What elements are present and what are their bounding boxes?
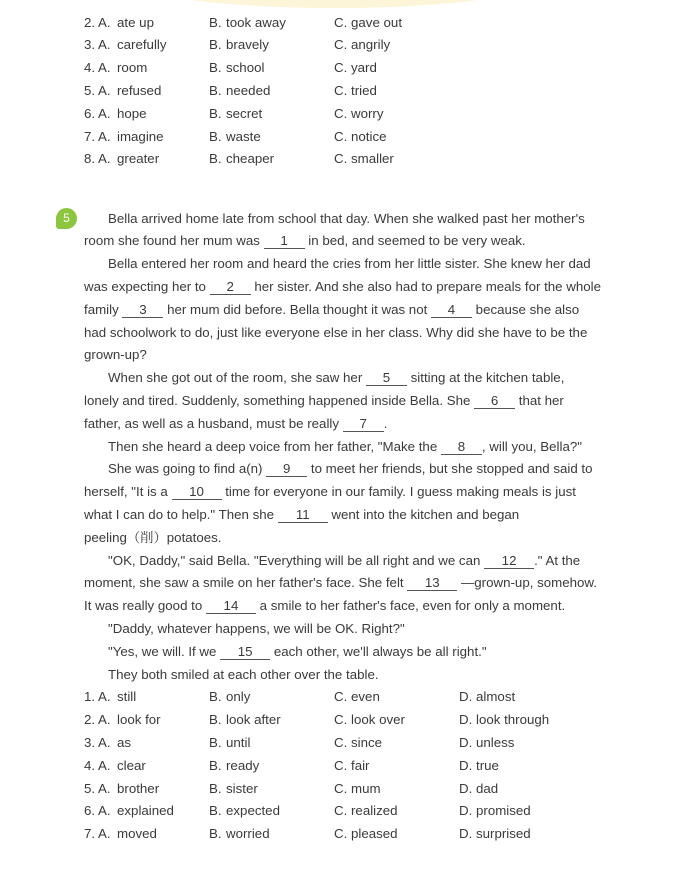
option-text: almost <box>476 689 516 705</box>
passage-line <box>84 550 601 573</box>
option-text: pleased <box>351 826 398 842</box>
passage-line <box>84 230 601 253</box>
passage-line <box>84 595 601 618</box>
option-letter: A. <box>98 757 111 773</box>
option-letter: B. <box>209 14 222 30</box>
passage-text: peeling（削）potatoes. <box>84 529 222 545</box>
option-row <box>84 80 459 103</box>
option-letter: D. <box>459 734 473 750</box>
option-text: mum <box>351 780 381 796</box>
option-choice <box>209 12 334 35</box>
option-text: carefully <box>117 37 167 53</box>
option-letter: C. <box>334 780 348 796</box>
option-choice <box>459 800 531 823</box>
option-letter: B. <box>209 826 222 842</box>
option-letter: C. <box>334 37 348 53</box>
passage-paragraph <box>84 664 601 687</box>
passage-line <box>84 618 601 641</box>
question-number: 4. <box>84 757 96 773</box>
answer-blank: 5 <box>366 370 407 386</box>
option-letter: B. <box>209 82 222 98</box>
option-choice <box>209 80 334 103</box>
option-text: refused <box>117 82 162 98</box>
option-choice <box>334 103 459 126</box>
option-letter: B. <box>209 780 222 796</box>
option-choice <box>334 732 459 755</box>
answer-blank: 12 <box>484 553 534 569</box>
option-choice <box>334 686 459 709</box>
option-choice <box>334 57 459 80</box>
passage-text: had schoolwork to do, just like everyone else in her class. Why did she have to be the <box>84 324 588 340</box>
passage-text: They both smiled at each other over the table. <box>108 666 379 682</box>
passage-paragraph <box>84 618 601 641</box>
option-letter: C. <box>334 128 348 144</box>
passage-text: her sister. And she also had to prepare meals for the whole <box>250 278 602 294</box>
option-text: tried <box>351 82 377 98</box>
option-row <box>84 34 459 57</box>
passage-line <box>84 390 601 413</box>
passage-line <box>84 436 601 459</box>
passage-text: sitting at the kitchen table, <box>406 370 565 386</box>
option-letter: B. <box>209 689 222 705</box>
option-text: surprised <box>476 826 531 842</box>
option-text: angrily <box>351 37 391 53</box>
passage-text: in bed, and seemed to be very weak. <box>304 233 526 249</box>
option-choice <box>209 686 334 709</box>
option-letter: C. <box>334 105 348 121</box>
option-letter: D. <box>459 712 473 728</box>
option-choice <box>334 12 459 35</box>
option-letter: C. <box>334 803 348 819</box>
passage-text: a smile to her father's face, even for only a moment. <box>255 598 566 614</box>
option-text: took away <box>226 14 286 30</box>
option-choice <box>98 686 209 709</box>
option-choice <box>209 778 334 801</box>
exercise-number-badge <box>56 208 77 229</box>
passage-line <box>84 481 601 504</box>
option-text: moved <box>117 826 157 842</box>
passage-paragraph <box>84 367 601 435</box>
passage-line <box>84 253 601 276</box>
option-choice <box>98 34 209 57</box>
answer-blank: 8 <box>441 439 482 455</box>
option-letter: B. <box>209 60 222 76</box>
option-letter: D. <box>459 689 473 705</box>
question-number: 3. <box>84 734 96 750</box>
passage-paragraph <box>84 458 601 549</box>
question-number: 6. <box>84 105 96 121</box>
option-choice <box>209 732 334 755</box>
option-choice <box>459 732 514 755</box>
option-letter: A. <box>98 82 111 98</box>
option-letter: C. <box>334 712 348 728</box>
option-choice <box>334 34 459 57</box>
option-text: ate up <box>117 14 154 30</box>
passage-paragraph <box>84 436 601 459</box>
passage-line <box>84 664 601 687</box>
option-text: since <box>351 734 383 750</box>
passage-line <box>84 208 601 231</box>
passage-text: went into the kitchen and began <box>327 506 520 522</box>
option-letter: B. <box>209 37 222 53</box>
option-letter: C. <box>334 757 348 773</box>
option-choice <box>334 755 459 778</box>
question-number: 4. <box>84 60 96 76</box>
answer-blank: 10 <box>172 484 222 500</box>
option-text: promised <box>476 803 531 819</box>
passage-line <box>84 527 601 550</box>
passage-line <box>84 572 601 595</box>
option-text: only <box>226 689 251 705</box>
option-letter: A. <box>98 780 111 796</box>
option-text: sister <box>226 780 258 796</box>
passage-line <box>84 322 601 345</box>
option-row <box>84 823 601 846</box>
option-letter: B. <box>209 757 222 773</box>
passage-paragraph <box>84 550 601 618</box>
option-text: brother <box>117 780 160 796</box>
option-text: waste <box>226 128 261 144</box>
exercise-options <box>84 686 601 846</box>
option-text: greater <box>117 151 160 167</box>
option-letter: B. <box>209 734 222 750</box>
option-choice <box>98 103 209 126</box>
passage-line <box>84 504 601 527</box>
option-text: expected <box>226 803 280 819</box>
option-letter: A. <box>98 826 111 842</box>
passage-text: Bella entered her room and heard the cries from her little sister. She knew her dad <box>108 256 591 272</box>
option-choice <box>98 12 209 35</box>
option-choice <box>459 778 498 801</box>
option-letter: C. <box>334 826 348 842</box>
option-choice <box>209 57 334 80</box>
option-text: unless <box>476 734 515 750</box>
option-row <box>84 686 601 709</box>
option-letter: B. <box>209 128 222 144</box>
question-number: 2. <box>84 712 96 728</box>
option-letter: A. <box>98 105 111 121</box>
option-choice <box>98 57 209 80</box>
answer-blank: 3 <box>122 302 163 318</box>
option-letter: B. <box>209 712 222 728</box>
option-letter: C. <box>334 82 348 98</box>
passage-text: . <box>383 415 388 431</box>
option-text: as <box>117 734 132 750</box>
option-text: bravely <box>226 37 269 53</box>
passage-text: her mum did before. Bella thought it was not <box>163 301 431 317</box>
option-letter: D. <box>459 757 473 773</box>
option-text: worry <box>351 105 384 121</box>
option-text: hope <box>117 105 147 121</box>
option-row <box>84 126 459 149</box>
passage-text: each other, we'll always be all right." <box>270 643 487 659</box>
option-choice <box>98 823 209 846</box>
option-text: cheaper <box>226 151 275 167</box>
option-row <box>84 709 601 732</box>
option-text: needed <box>226 82 271 98</box>
option-text: even <box>351 689 380 705</box>
option-row <box>84 103 459 126</box>
option-text: ready <box>226 757 260 773</box>
passage-text: because she also <box>471 301 580 317</box>
option-text: look through <box>476 712 550 728</box>
option-choice <box>459 686 515 709</box>
option-choice <box>98 126 209 149</box>
question-number: 3. <box>84 37 96 53</box>
option-choice <box>209 800 334 823</box>
question-number: 5. <box>84 780 96 796</box>
option-text: notice <box>351 128 387 144</box>
exercise-number: 5 <box>63 211 70 225</box>
option-letter: B. <box>209 105 222 121</box>
option-choice <box>209 709 334 732</box>
option-row <box>84 57 459 80</box>
option-text: imagine <box>117 128 164 144</box>
option-letter: A. <box>98 37 111 53</box>
option-text: secret <box>226 105 263 121</box>
option-text: explained <box>117 803 174 819</box>
question-number: 1. <box>84 689 96 705</box>
option-choice <box>459 755 499 778</box>
option-text: school <box>226 60 265 76</box>
answer-blank: 2 <box>210 279 251 295</box>
option-text: clear <box>117 757 146 773</box>
passage-line <box>84 276 601 299</box>
option-letter: D. <box>459 803 473 819</box>
option-text: fair <box>351 757 370 773</box>
passage-text: room she found her mum was <box>84 233 264 249</box>
option-choice <box>209 126 334 149</box>
answer-blank: 11 <box>278 507 328 523</box>
option-letter: C. <box>334 734 348 750</box>
option-choice <box>209 103 334 126</box>
question-number: 6. <box>84 803 96 819</box>
option-text: until <box>226 734 251 750</box>
passage-text: family <box>84 301 123 317</box>
option-choice <box>209 148 334 171</box>
question-number: 7. <box>84 128 96 144</box>
option-choice <box>334 80 459 103</box>
passage-text: to meet her friends, but she stopped and said to <box>307 461 593 477</box>
passage-paragraph <box>84 253 601 367</box>
question-number: 8. <box>84 151 96 167</box>
option-choice <box>98 709 209 732</box>
passage-line <box>84 641 601 664</box>
passage-line <box>84 299 601 322</box>
option-letter: C. <box>334 151 348 167</box>
option-letter: C. <box>334 14 348 30</box>
passage-text: "Yes, we will. If we <box>108 643 221 659</box>
option-letter: A. <box>98 712 111 728</box>
option-letter: C. <box>334 60 348 76</box>
passage-line <box>84 367 601 390</box>
option-choice <box>334 800 459 823</box>
option-text: realized <box>351 803 398 819</box>
previous-exercise-options <box>84 12 459 172</box>
option-choice <box>98 755 209 778</box>
passage-line <box>84 413 601 436</box>
option-letter: A. <box>98 689 111 705</box>
option-row <box>84 12 459 35</box>
passage-text: grown-up? <box>84 347 147 363</box>
passage-text: that her <box>515 392 564 408</box>
option-choice <box>334 126 459 149</box>
passage-paragraph <box>84 208 601 254</box>
option-text: room <box>117 60 148 76</box>
passage-text: time for everyone in our family. I guess making meals is just <box>221 484 576 500</box>
option-letter: A. <box>98 14 111 30</box>
option-choice <box>334 778 459 801</box>
option-text: smaller <box>351 151 394 167</box>
option-choice <box>334 709 459 732</box>
cloze-exercise <box>84 208 601 846</box>
reading-passage <box>84 208 601 687</box>
option-row <box>84 732 601 755</box>
option-choice <box>459 709 549 732</box>
option-text: look after <box>226 712 281 728</box>
option-text: worried <box>226 826 270 842</box>
option-text: true <box>476 757 499 773</box>
option-letter: A. <box>98 734 111 750</box>
passage-text: When she got out of the room, she saw her <box>108 370 366 386</box>
passage-text: "OK, Daddy," said Bella. "Everything will be all right and we can <box>108 552 485 568</box>
option-text: still <box>117 689 137 705</box>
passage-text: was expecting her to <box>84 278 210 294</box>
option-choice <box>209 755 334 778</box>
option-row <box>84 778 601 801</box>
option-choice <box>334 148 459 171</box>
passage-text: ." At the <box>534 552 581 568</box>
option-row <box>84 755 601 778</box>
passage-text: It was really good to <box>84 598 206 614</box>
passage-text: lonely and tired. Suddenly, something happened inside Bella. She <box>84 392 475 408</box>
option-choice <box>209 34 334 57</box>
option-choice <box>209 823 334 846</box>
passage-text: moment, she saw a smile on her father's face. She felt <box>84 575 408 591</box>
option-choice <box>98 800 209 823</box>
answer-blank: 4 <box>431 302 472 318</box>
option-choice <box>334 823 459 846</box>
answer-blank: 14 <box>206 598 256 614</box>
passage-text: father, as well as a husband, must be really <box>84 415 343 431</box>
answer-blank: 15 <box>220 644 270 660</box>
question-number: 2. <box>84 14 96 30</box>
option-text: dad <box>476 780 499 796</box>
passage-line <box>84 458 601 481</box>
answer-blank: 6 <box>474 393 515 409</box>
header-decoration <box>140 0 530 8</box>
question-number: 7. <box>84 826 96 842</box>
answer-blank: 7 <box>343 416 384 432</box>
passage-text: She was going to find a(n) <box>108 461 267 477</box>
passage-text: herself, "It is a <box>84 484 172 500</box>
option-choice <box>98 148 209 171</box>
passage-text: Then she heard a deep voice from her father, "Make the <box>108 438 441 454</box>
option-choice <box>98 732 209 755</box>
option-text: look over <box>351 712 405 728</box>
option-letter: A. <box>98 60 111 76</box>
option-choice <box>98 80 209 103</box>
answer-blank: 9 <box>266 461 307 477</box>
answer-blank: 13 <box>407 575 457 591</box>
passage-paragraph <box>84 641 601 664</box>
option-letter: A. <box>98 128 111 144</box>
option-choice <box>459 823 531 846</box>
passage-line <box>84 344 601 367</box>
option-letter: B. <box>209 151 222 167</box>
passage-text: , will you, Bella?" <box>481 438 582 454</box>
passage-text: "Daddy, whatever happens, we will be OK. Right?" <box>108 620 405 636</box>
option-row <box>84 800 601 823</box>
passage-text: what I can do to help." Then she <box>84 506 278 522</box>
option-text: look for <box>117 712 161 728</box>
option-letter: D. <box>459 826 473 842</box>
passage-text: Bella arrived home late from school that day. When she walked past her mother's <box>108 210 585 226</box>
answer-blank: 1 <box>264 233 305 249</box>
option-text: yard <box>351 60 377 76</box>
option-letter: A. <box>98 803 111 819</box>
option-letter: B. <box>209 803 222 819</box>
option-choice <box>98 778 209 801</box>
question-number: 5. <box>84 82 96 98</box>
option-letter: D. <box>459 780 473 796</box>
option-row <box>84 148 459 171</box>
passage-text: —grown-up, somehow. <box>457 575 597 591</box>
option-letter: C. <box>334 689 348 705</box>
option-text: gave out <box>351 14 403 30</box>
option-letter: A. <box>98 151 111 167</box>
